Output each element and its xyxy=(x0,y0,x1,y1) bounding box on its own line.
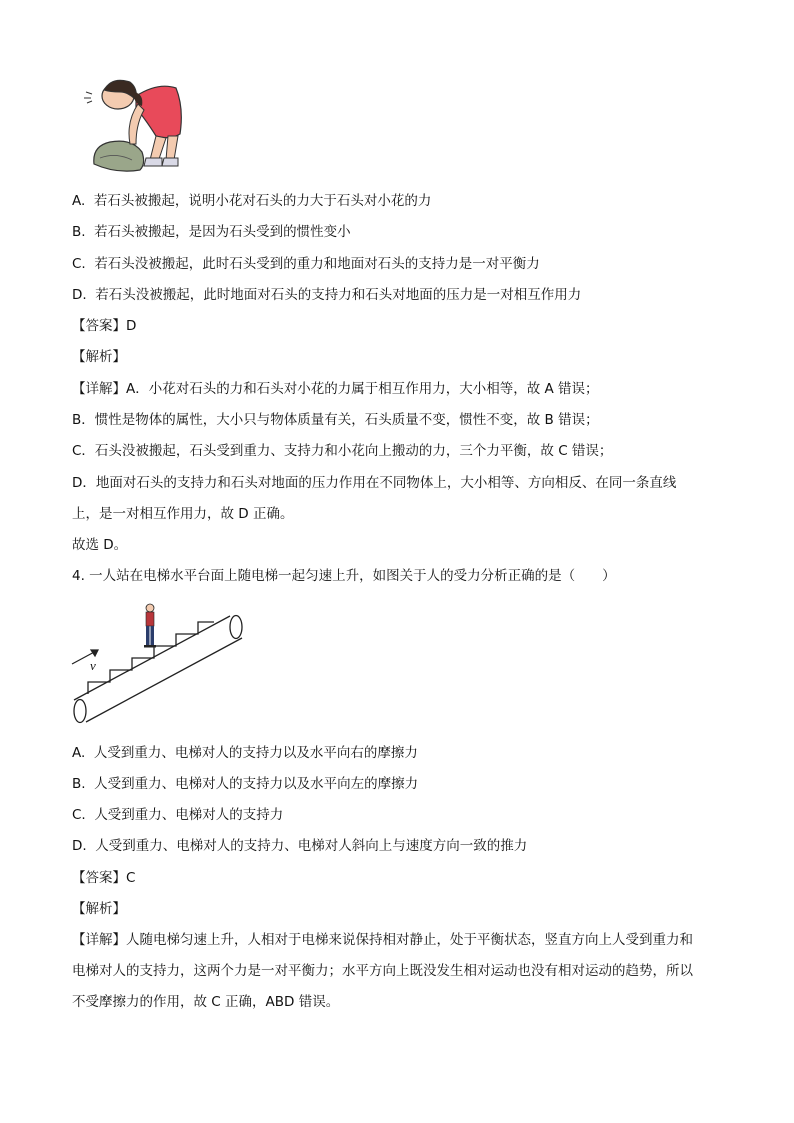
q4-option-d: D. 人受到重力、电梯对人的支持力、电梯对人斜向上与速度方向一致的推力 xyxy=(72,838,528,854)
q3-option-c: C. 若石头没被搬起，此时石头受到的重力和地面对石头的支持力是一对平衡力 xyxy=(72,256,540,272)
q4-option-b: B. 人受到重力、电梯对人的支持力以及水平向左的摩擦力 xyxy=(72,776,419,792)
escalator-figure xyxy=(68,598,248,728)
velocity-label: v xyxy=(90,658,96,673)
girl-lifting-stone-illustration xyxy=(80,74,190,174)
q3-option-d: D. 若石头没被搬起，此时地面对石头的支持力和石头对地面的压力是一对相互作用力 xyxy=(72,287,582,303)
q3-detail-line: D．地面对石头的支持力和石头对地面的压力作用在不同物体上，大小相等、方向相反、在同一条直线 xyxy=(72,475,677,491)
q3-detail-line: 上，是一对相互作用力，故 D 正确。 xyxy=(72,506,294,522)
q4-detail-line: 【详解】人随电梯匀速上升，人相对于电梯来说保持相对静止，处于平衡状态，竖直方向上人受到重力和 xyxy=(72,932,693,948)
q3-detail-line: 【详解】A．小花对石头的力和石头对小花的力属于相互作用力，大小相等，故 A 错误； xyxy=(72,381,599,397)
q4-option-a: A. 人受到重力、电梯对人的支持力以及水平向右的摩擦力 xyxy=(72,745,418,761)
q4-option-c: C. 人受到重力、电梯对人的支持力 xyxy=(72,807,284,823)
q3-detail-line: B．惯性是物体的属性，大小只与物体质量有关，石头质量不变，惯性不变，故 B 错误； xyxy=(72,412,599,428)
q3-conclusion: 故选 D。 xyxy=(72,537,128,553)
q4-detail-line: 电梯对人的支持力，这两个力是一对平衡力；水平方向上既没发生相对运动也没有相对运动的趋势，所以 xyxy=(72,963,693,979)
q3-answer: 【答案】D xyxy=(72,318,137,334)
q4-answer: 【答案】C xyxy=(72,870,136,886)
q4-analysis-title: 【解析】 xyxy=(72,901,126,917)
q3-option-b: B. 若石头被搬起，是因为石头受到的惯性变小 xyxy=(72,224,351,240)
q4-detail-line: 不受摩擦力的作用，故 C 正确，ABD 错误。 xyxy=(72,994,340,1010)
q3-detail-line: C．石头没被搬起，石头受到重力、支持力和小花向上搬动的力，三个力平衡，故 C 错误； xyxy=(72,443,613,459)
q3-analysis-title: 【解析】 xyxy=(72,349,126,365)
q3-option-a: A. 若石头被搬起，说明小花对石头的力大于石头对小花的力 xyxy=(72,193,432,209)
q4-stem: 4. 一人站在电梯水平台面上随电梯一起匀速上升，如图关于人的受力分析正确的是（ ） xyxy=(72,568,616,584)
person-figure xyxy=(144,604,156,648)
